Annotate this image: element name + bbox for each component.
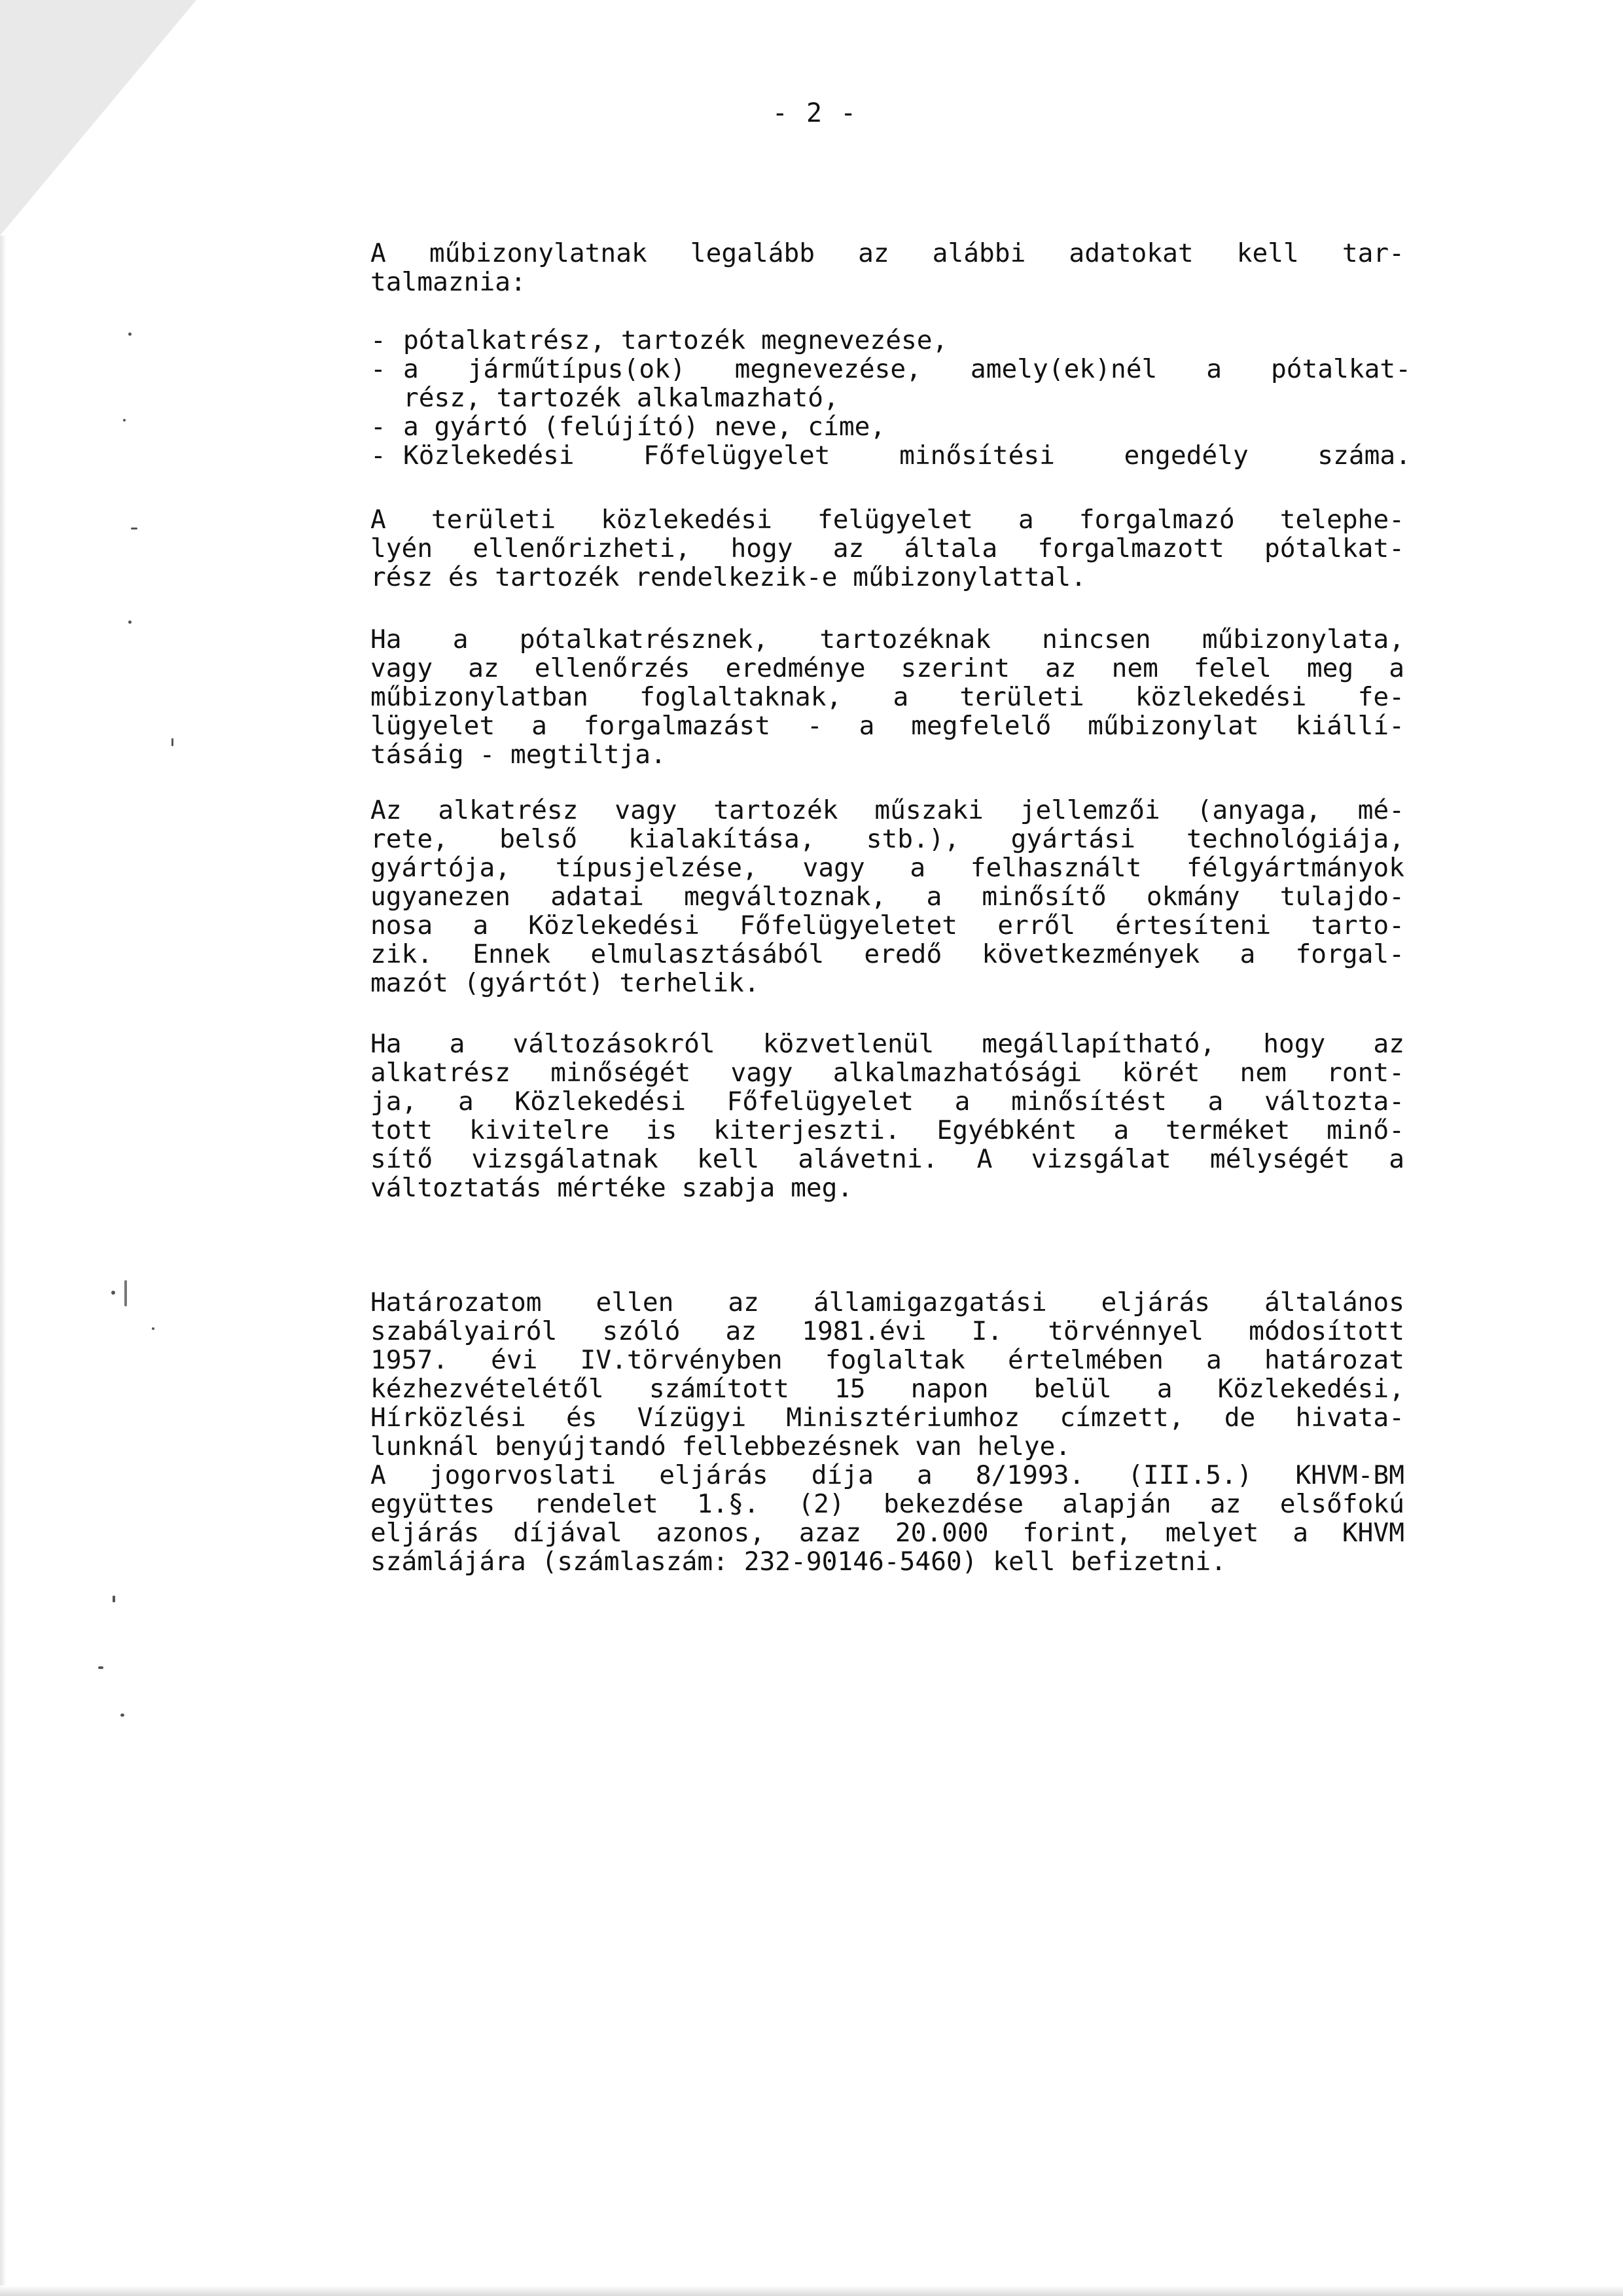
- text-line: Ha a pótalkatrésznek, tartozéknak nincsen műbizonylata,: [370, 624, 1404, 655]
- text-line: kézhezvételétől számított 15 napon belül a Közlekedési,: [370, 1374, 1404, 1404]
- text-line: lügyelet a forgalmazást - a megfelelő műbizonylat kiállí-: [370, 711, 1404, 741]
- text-line: A területi közlekedési felügyelet a forgalmazó telephe-: [370, 505, 1404, 535]
- paragraph-appeal: [370, 1288, 1404, 1576]
- text-line: ugyanezen adatai megváltoznak, a minősítő okmány tulajdo-: [370, 882, 1404, 912]
- list-bullet: -: [370, 440, 386, 471]
- text-line: sítő vizsgálatnak kell alávetni. A vizsgálat mélységét a: [370, 1144, 1404, 1174]
- list-bullet: -: [370, 354, 386, 384]
- text-line: nosa a Közlekedési Főfelügyeletet erről értesíteni tarto-: [370, 910, 1404, 941]
- text-line: együttes rendelet 1.§. (2) bekezdése alapján az elsőfokú: [370, 1489, 1404, 1519]
- text-line: zik. Ennek elmulasztásából eredő következmények a forgal-: [370, 939, 1404, 969]
- scan-speck: [124, 1280, 127, 1306]
- list-bullet: -: [370, 325, 386, 355]
- text-line: számlájára (számlaszám: 232-90146-5460) kell befizetni.: [370, 1547, 1226, 1577]
- required-data-list: [370, 326, 1411, 470]
- scan-speck: [128, 620, 132, 624]
- list-item: [370, 384, 1411, 412]
- scan-bottom-edge: [0, 2286, 1623, 2296]
- scan-left-edge: [0, 236, 7, 2296]
- scan-speck: [131, 528, 137, 529]
- list-item-text: rész, tartozék alkalmazható,: [403, 383, 839, 413]
- list-item-text: a gyártó (felújító) neve, címe,: [403, 412, 886, 442]
- paragraph-inspection: [370, 505, 1404, 592]
- list-item: [370, 355, 1411, 384]
- text-line: műbizonylatban foglaltaknak, a területi közlekedési fe-: [370, 682, 1404, 712]
- list-item: [370, 441, 1411, 470]
- scan-speck: [113, 1596, 115, 1602]
- text-line: rete, belső kialakítása, stb.), gyártási technológiája,: [370, 824, 1404, 854]
- scan-speck: [111, 1291, 115, 1295]
- text-line: eljárás díjával azonos, azaz 20.000 forint, melyet a KHVM: [370, 1518, 1404, 1548]
- text-line: Hírközlési és Vízügyi Minisztériumhoz címzett, de hivata-: [370, 1403, 1404, 1433]
- text-line: 1957. évi IV.törvényben foglaltak értelmében a határozat: [370, 1345, 1404, 1375]
- text-line: mazót (gyártót) terhelik.: [370, 968, 760, 998]
- paragraph-prohibition: [370, 625, 1404, 769]
- text-line: tásáig - megtiltja.: [370, 740, 666, 770]
- list-item-text: a járműtípus(ok) megnevezése, amely(ek)nél a pótalkat-: [403, 354, 1411, 384]
- text-line: A műbizonylatnak legalább az alábbi adatokat kell tar-: [370, 238, 1404, 268]
- text-line: Az alkatrész vagy tartozék műszaki jellemzői (anyaga, mé-: [370, 795, 1404, 825]
- text-line: alkatrész minőségét vagy alkalmazhatósági körét nem ront-: [370, 1058, 1404, 1088]
- text-line: ja, a Közlekedési Főfelügyelet a minősítést a változta-: [370, 1086, 1404, 1117]
- paragraph-changes: [370, 796, 1404, 997]
- paragraph-extension: [370, 1030, 1404, 1202]
- page-number: - 2 -: [772, 98, 858, 128]
- list-bullet: -: [370, 412, 386, 442]
- text-line: talmaznia:: [370, 267, 526, 297]
- text-line: A jogorvoslati eljárás díja a 8/1993. (III.5.) KHVM-BM: [370, 1460, 1404, 1490]
- scan-speck: [98, 1666, 103, 1669]
- scan-speck: [171, 738, 173, 746]
- text-line: lunknál benyújtandó fellebbezésnek van helye.: [370, 1431, 1071, 1462]
- text-line: gyártója, típusjelzése, vagy a felhasznált félgyártmányok: [370, 853, 1404, 883]
- text-line: rész és tartozék rendelkezik-e műbizonylattal.: [370, 562, 1086, 592]
- folded-corner: [0, 0, 196, 236]
- intro-paragraph: [370, 239, 1404, 296]
- text-line: vagy az ellenőrzés eredménye szerint az nem felel meg a: [370, 653, 1404, 683]
- list-bullet: [370, 384, 403, 412]
- text-line: szabályairól szóló az 1981.évi I. törvénnyel módosított: [370, 1316, 1404, 1346]
- text-line: Határozatom ellen az államigazgatási eljárás általános: [370, 1287, 1404, 1318]
- list-item-text: pótalkatrész, tartozék megnevezése,: [403, 325, 948, 355]
- list-item: [370, 326, 1411, 355]
- scan-speck: [152, 1327, 154, 1330]
- list-item: [370, 412, 1411, 441]
- text-line: Ha a változásokról közvetlenül megállapítható, hogy az: [370, 1029, 1404, 1059]
- text-line: tott kivitelre is kiterjeszti. Egyébként a terméket minő-: [370, 1115, 1404, 1145]
- scan-speck: [128, 332, 132, 336]
- scan-speck: [123, 419, 126, 422]
- list-item-text: Közlekedési Főfelügyelet minősítési engedély száma.: [403, 440, 1411, 471]
- scan-speck: [120, 1713, 124, 1717]
- text-line: változtatás mértéke szabja meg.: [370, 1173, 853, 1203]
- text-line: lyén ellenőrizheti, hogy az általa forgalmazott pótalkat-: [370, 533, 1404, 564]
